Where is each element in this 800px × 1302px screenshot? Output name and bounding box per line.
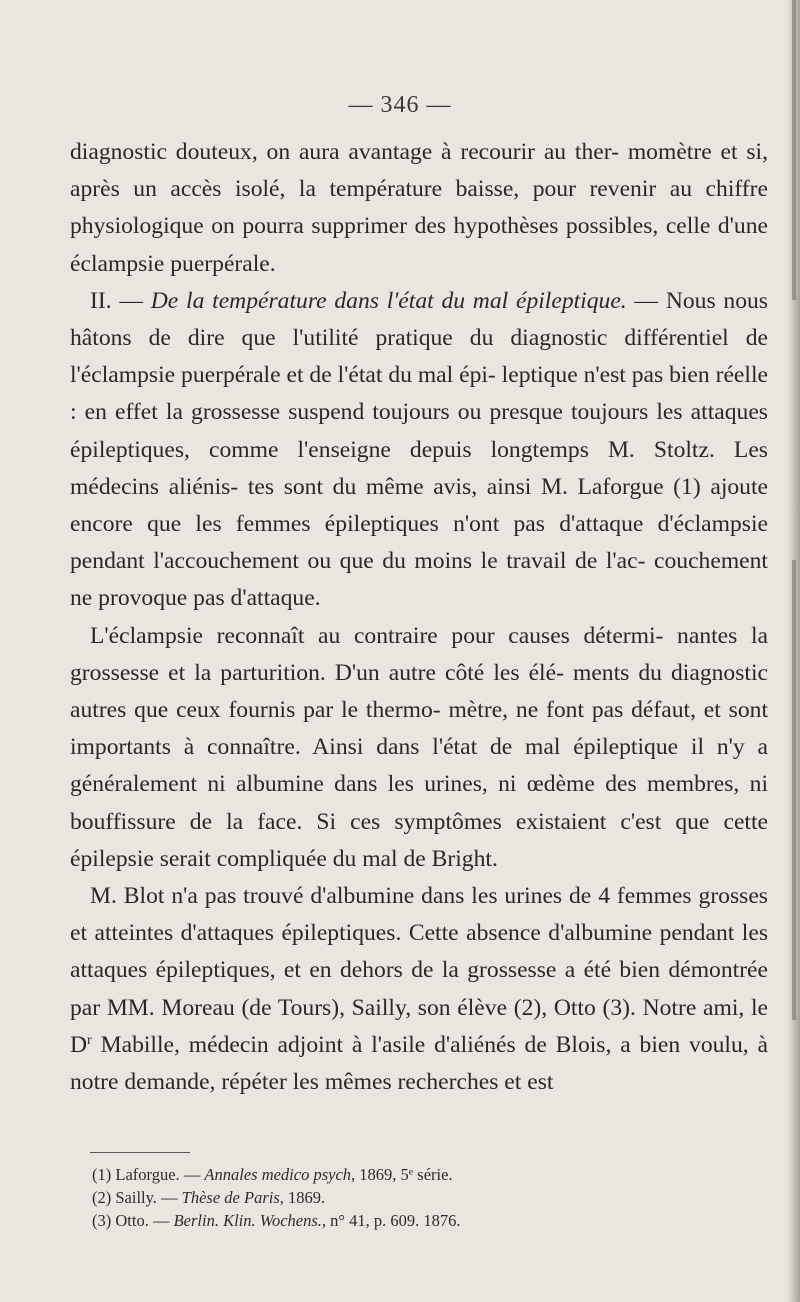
paragraph-2 — [70, 283, 768, 618]
section-number: II. — — [90, 287, 151, 314]
doctor-superscript: r — [87, 1032, 92, 1049]
footnote-3 — [92, 1209, 752, 1232]
paragraph-3: L'éclampsie reconnaît au contraire pour causes détermi- nantes la grossesse et la parturition. D'un autre côté les élé- ments du diagnostic autres que ceux fournis par le thermo- mètre, ne font pas défaut, et sont importants à connaître. Ainsi dans l'état de mal épileptique il n'y a généralement ni albumine dans les urines, ni œdème des membres, ni bouffissure de la face. Si ces symptômes existaient c'est que cette épilepsie serait compliquée du mal de Bright. — [70, 622, 768, 872]
footnote-2 — [92, 1186, 752, 1209]
paragraph-1: diagnostic douteux, on aura avantage à recourir au ther- momètre et si, après un accès isolé, la température baisse, pour revenir au chiffre physiologique on pourra supprimer des hypothèses possibles, celle d'une éclampsie puerpérale. — [70, 139, 768, 277]
footnote-3-title: Berlin. Klin. Wochens. — [173, 1211, 322, 1230]
section-title: De la température dans l'état du mal épileptique. — [150, 287, 627, 314]
footnotes — [92, 1163, 752, 1232]
footnote-2-detail: , 1869. — [279, 1188, 326, 1207]
footnote-3-detail: , n° 41, p. 609. 1876. — [321, 1211, 461, 1230]
paragraph-4-text-a: M. Blot n'a pas trouvé d'albumine dans les urines de 4 femmes grosses et atteintes d'attaques épileptiques. Cette absence d'albumine pendant les attaques épileptiques, et en dehors de la grossesse a été bien démontrée par MM. Moreau (de Tours), Sailly, son élève (2), Otto (3). Notre ami, le D — [70, 883, 768, 1058]
footnote-2-title: Thèse de Paris — [181, 1188, 280, 1207]
body-text — [70, 134, 768, 1101]
footnote-1-superscript: e — [408, 1166, 414, 1178]
footnote-1-ref: (1) Laforgue. — — [92, 1165, 205, 1184]
page-edge-mark-lower — [792, 560, 796, 1020]
footnote-1 — [92, 1163, 752, 1186]
footnote-2-ref: (2) Sailly. — — [92, 1188, 182, 1207]
footnote-1-detail: , 1869, 5 — [351, 1165, 409, 1184]
paragraph-2-text: — Nous nous hâtons de dire que l'utilité pratique du diagnostic différentiel de l'éclampsie puerpérale et de l'état du mal épi- leptique n'est pas bien réelle : en effet la grossesse suspend toujours ou presque toujours les attaques épileptiques, comme l'enseigne depuis longtemps M. Stoltz. Les médecins aliénis- tes sont du même avis, ainsi M. Laforgue (1) ajoute encore que les femmes épileptiques n'ont pas d'attaque d'éclampsie pendant l'accouchement ou que du moins le travail de l'ac- couchement ne provoque pas d'attaque. — [70, 287, 768, 612]
page-number-header: — 346 — — [348, 92, 452, 118]
paragraph-4-text-b: Mabille, médecin adjoint à l'asile d'aliénés de Blois, a bien voulu, à notre demande, répéter les mêmes recherches et est — [70, 1031, 768, 1096]
footnote-separator — [90, 1152, 190, 1153]
footnote-1-title: Annales medico psych — [204, 1165, 352, 1184]
footnote-3-ref: (3) Otto. — — [92, 1211, 174, 1230]
footnote-1-series: série. — [413, 1165, 453, 1184]
page-edge-mark — [792, 0, 796, 300]
paragraph-4 — [70, 878, 768, 1101]
